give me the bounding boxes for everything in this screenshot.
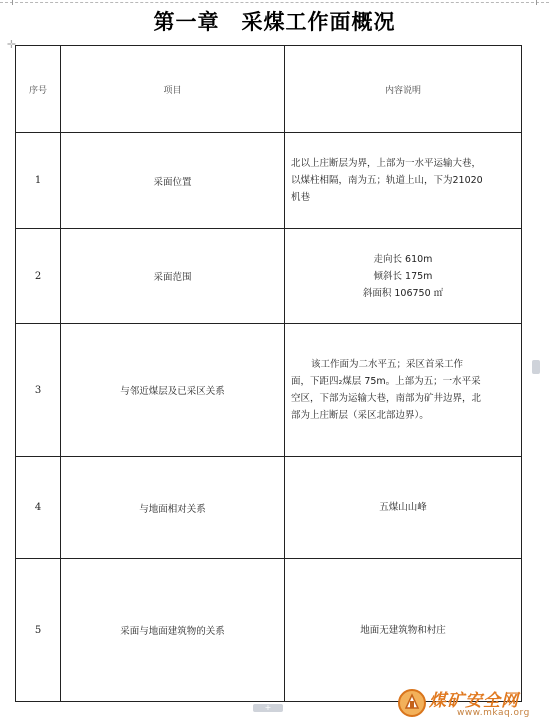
add-row-handle-icon[interactable]: + (253, 704, 283, 712)
row-item: 与邻近煤层及已采区关系 (61, 324, 285, 457)
table-row (16, 559, 522, 702)
table-move-handle-icon[interactable]: ✛ (6, 38, 17, 51)
desc-line: 北以上庄断层为界，上部为一水平运输大巷， (291, 158, 482, 169)
table-resize-handle-icon[interactable] (532, 360, 540, 374)
desc-line: 地面无建筑物和村庄 (360, 624, 446, 636)
header-no: 序号 (16, 46, 61, 133)
desc-line: 该工作面为二水平五；采区首采工作 (311, 359, 464, 370)
watermark-brand: 煤矿安全网 (429, 691, 519, 711)
desc-line: 以煤柱相隔，南为五；轨道上山，下为21020 (291, 175, 483, 186)
row-item: 采面与地面建筑物的关系 (61, 559, 285, 702)
site-watermark (397, 686, 543, 722)
table-header-row (16, 46, 522, 133)
table-row (16, 324, 522, 457)
row-no: 3 (16, 324, 61, 457)
desc-line: 部为上庄断层（采区北部边界）。 (291, 410, 429, 421)
row-desc (285, 324, 522, 457)
page-top-border (0, 0, 549, 5)
header-desc: 内容说明 (285, 46, 522, 133)
desc-line: 斜面积 106750 ㎡ (362, 287, 444, 299)
table-row (16, 457, 522, 559)
desc-line: 机巷 (291, 192, 311, 203)
page-title: 第一章 采煤工作面概况 (153, 9, 396, 34)
row-desc (285, 559, 522, 702)
row-desc (285, 457, 522, 559)
table-row (16, 133, 522, 229)
row-no: 2 (16, 229, 61, 324)
overview-table (15, 45, 522, 702)
desc-line: 倾斜长 175m (373, 270, 433, 282)
desc-line: 面，下距四₂煤层 75m。上部为五；一水平采 (291, 376, 481, 387)
row-item: 与地面相对关系 (61, 457, 285, 559)
row-no: 5 (16, 559, 61, 702)
desc-line: 五煤山山峰 (379, 502, 427, 513)
header-item: 项目 (61, 46, 285, 133)
row-no: 4 (16, 457, 61, 559)
watermark-url: www.mkaq.org (457, 708, 530, 718)
desc-line: 空区，下部为运输大巷，南部为矿井边界，北 (291, 393, 482, 404)
coal-safety-logo (397, 688, 427, 718)
row-item: 采面范围 (61, 229, 285, 324)
row-desc (285, 229, 522, 324)
table-row (16, 229, 522, 324)
desc-line: 走向长 610m (373, 253, 433, 265)
row-desc (285, 133, 522, 229)
row-item: 采面位置 (61, 133, 285, 229)
row-no: 1 (16, 133, 61, 229)
